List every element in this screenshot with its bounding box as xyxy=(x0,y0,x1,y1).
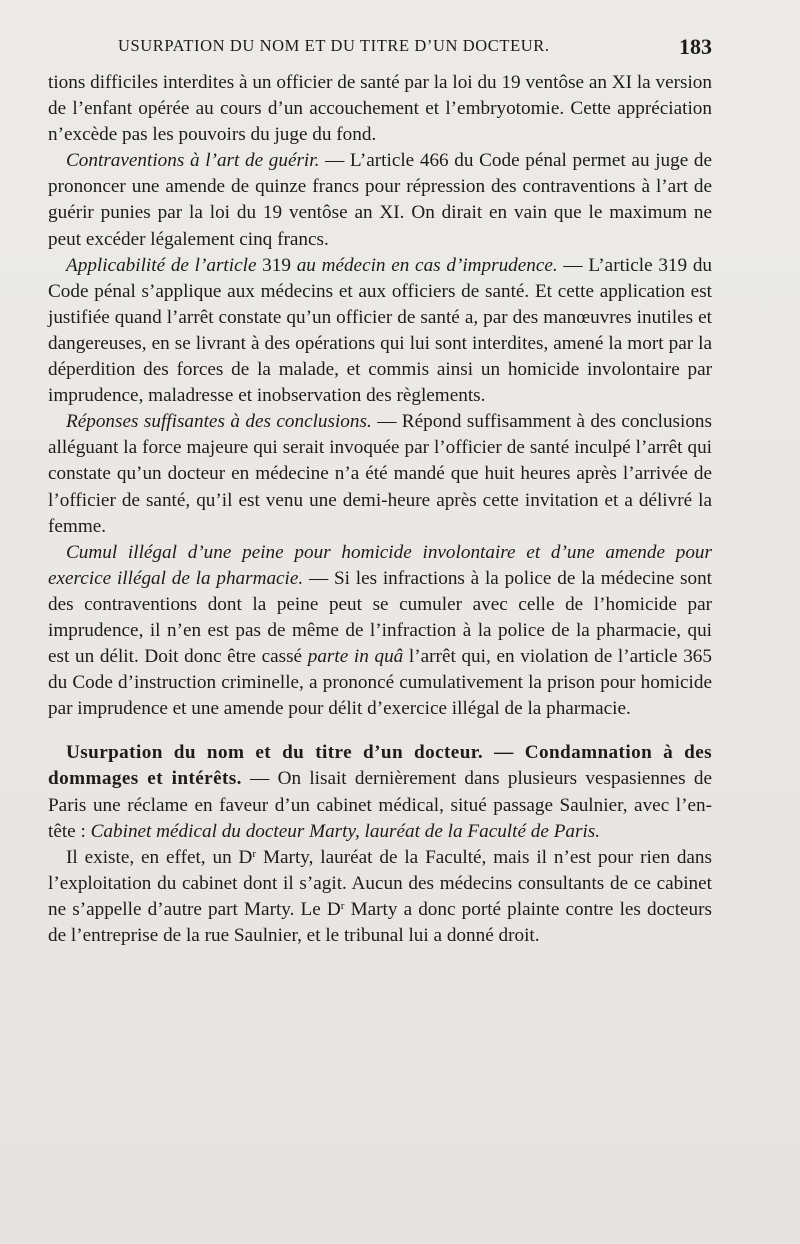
paragraph-text: — Si les infractions à la police de la médecine sont des contraventions dont la peine peut se cumuler avec celle de l’homicide par imprudence, il n’en est pas de même de l’infraction à la police de la pharmacie, qui est un délit. Doit donc être cassé xyxy=(48,567,712,668)
paragraph-text: — L’article 319 du Code pénal s’applique aux médecins et aux officiers de santé. Et cette application est justifiée quand l’arrêt constate qu’un officier de santé a, par des manœuvres inutiles et dangereuses, en se livrant à des opérations qui lui sont interdites, amené la mort par la déperdition des forces de la malade, et commis ainsi un homicide involontaire par imprudence, maladresse et inobservation des règlements. xyxy=(48,254,713,407)
paragraph-text: — L’article 466 du Code pénal permet au juge de prononcer une amende de quinze francs pour répression des contraventions à l’art de guérir punies par la loi du 19 ventôse an XI. On dirait en vain que le maximum ne peut excéder légalement cinq francs. xyxy=(48,150,712,250)
paragraph-text: — Répond suffisamment à des conclusions alléguant la force majeure qui serait invoquée par l’officier de santé inculpé l’arrêt qui constate qu’un docteur en médecine n’a été mandé que huit heures après l’arrivée de l’officier de santé, qu’il est venu une demi-heure après cette invitation et a délivré la femme. xyxy=(48,411,712,537)
page-number: 183 xyxy=(679,34,712,59)
paragraph-heading: Contraventions à l’art de guérir. xyxy=(66,150,320,172)
running-title: USURPATION DU NOM ET DU TITRE D’UN DOCTEUR. xyxy=(118,36,550,55)
page-body xyxy=(48,70,712,949)
paragraph-continuation xyxy=(48,70,712,148)
paragraph-contraventions xyxy=(48,148,712,252)
paragraph-text: Il existe, en effet, un D xyxy=(66,846,253,868)
paragraph-heading: Cumul illégal d’une peine pour homicide involontaire et d’une amende pour exercice illégal de la pharmacie. xyxy=(48,541,712,589)
paragraph-text: l’arrêt qui, en violation de l’article 365 du Code d’instruction criminelle, a prononcé cumulativement la prison pour homicide par imprudence et une amende pour délit d’exercice illégal de la pharmacie. xyxy=(48,646,712,720)
page-header xyxy=(48,34,712,64)
paragraph-text: — On lisait dernièrement dans plusieurs vespasiennes de Paris une réclame en faveur d’un cabinet médical, situé passage Saulnier, avec l’en-tête : xyxy=(48,768,712,842)
paragraph-heading-number: 319 xyxy=(256,254,297,276)
paragraph-heading: Réponses suffisantes à des conclusions. xyxy=(66,411,372,433)
section-heading: Usurpation du nom et du titre d’un docteur. — Condamnation à des dommages et intérêts. xyxy=(48,742,712,790)
paragraph-marty xyxy=(48,845,712,949)
paragraph-usurpation xyxy=(48,740,712,844)
paragraph-applicabilite xyxy=(48,253,712,410)
paragraph-text: Marty, lauréat de la Faculté, mais il n’est pour rien dans l’exploitation du cabinet dont il s’agit. Aucun des médecins consultants de ce cabinet ne s’appelle d’autre part Marty. Le D xyxy=(48,846,712,920)
paragraph-cumul xyxy=(48,540,712,723)
superscript: r xyxy=(340,899,345,912)
paragraph-reponses xyxy=(48,409,712,539)
paragraph-text: Marty a donc porté plainte contre les docteurs de l’entreprise de la rue Saulnier, et le tribunal lui a donné droit. xyxy=(48,898,712,946)
quoted-heading: Cabinet médical du docteur Marty, lauréat de la Faculté de Paris. xyxy=(90,820,601,842)
latin-phrase: parte in quâ xyxy=(307,646,404,668)
superscript: r xyxy=(252,847,257,860)
paragraph-text: tions difficiles interdites à un officier de santé par la loi du 19 ventôse an XI la version de l’enfant opérée au cours d’un accouchement et l’embryotomie. Cette appréciation n’excède pas les pouvoirs du juge du fond. xyxy=(48,72,712,146)
paragraph-heading: au médecin en cas d’imprudence. xyxy=(296,254,558,276)
paragraph-heading: Applicabilité de l’article xyxy=(66,254,257,276)
